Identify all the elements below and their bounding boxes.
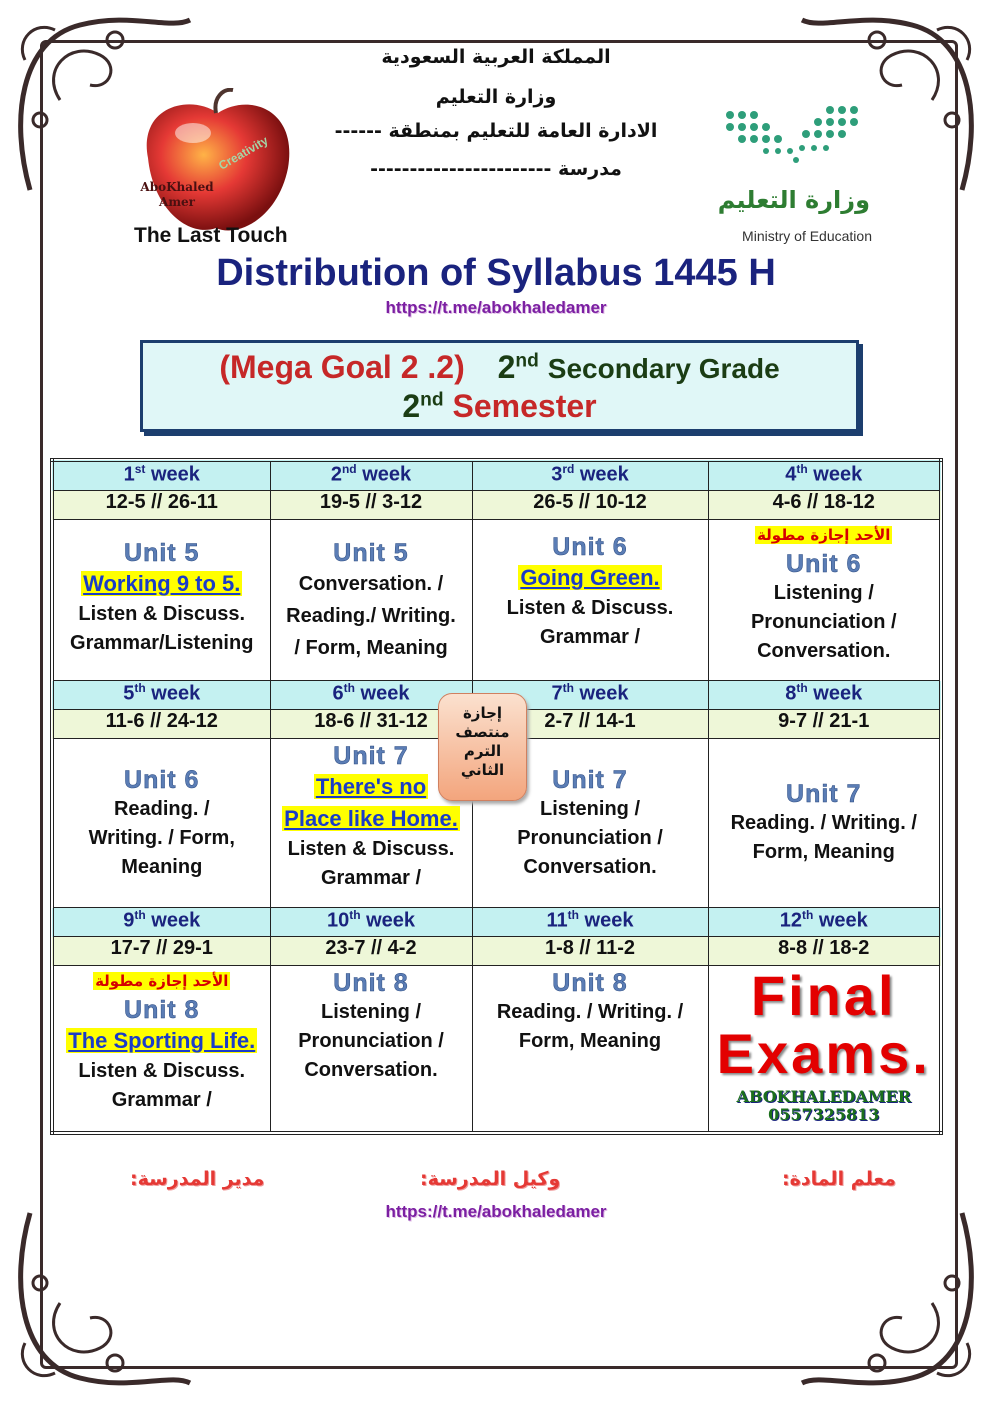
lesson-line: Listen & Discuss.	[287, 838, 455, 860]
lesson-line: Listening /	[540, 798, 640, 820]
semester-sup: nd	[420, 389, 444, 411]
author-logo	[128, 88, 300, 253]
final-exams-line1: Final	[750, 964, 897, 1027]
midterm-line: إجازة	[462, 704, 503, 722]
lesson-line: / Form, Meaning	[294, 637, 448, 659]
logo-name-2: Amer	[159, 195, 195, 209]
holiday-note: الأحد إجازة مطولة	[95, 972, 229, 990]
unit-title: Unit 5	[124, 539, 200, 567]
week-dates: 17-7 // 29-1	[52, 937, 270, 966]
week-dates: 1-8 // 11-2	[472, 937, 708, 966]
page-title: Distribution of Syllabus 1445 H	[216, 252, 776, 294]
week-content	[52, 520, 270, 681]
unit-title: Unit 7	[552, 766, 628, 794]
week-header: 3rd week	[472, 460, 708, 491]
lesson-line: Reading. / Writing. /	[496, 1001, 684, 1023]
lesson-line: Grammar/Listening	[70, 632, 254, 654]
unit-title: Unit 6	[786, 550, 862, 578]
ministry-english-name: Ministry of Education	[742, 228, 872, 244]
lesson-line: Form, Meaning	[518, 1030, 662, 1052]
unit-title: Unit 8	[552, 969, 628, 997]
lesson-line: Meaning	[121, 856, 203, 878]
author-signature: ABOKHALEDAMER	[736, 1087, 912, 1106]
final-exams-line2: Exams.	[716, 1022, 931, 1085]
week-header: 5th week	[52, 681, 270, 710]
week-dates: 9-7 // 21-1	[708, 710, 941, 739]
lesson-line: Pronunciation /	[750, 611, 897, 633]
author-phone: 0557325813	[768, 1105, 880, 1124]
ministry-logo	[717, 100, 872, 250]
week-header: 12th week	[708, 908, 941, 937]
unit-title: Unit 8	[124, 996, 200, 1024]
teacher-signature-label: معلم المادة:	[782, 1168, 896, 1190]
grade-text: Secondary Grade	[547, 353, 780, 384]
unit-title: Unit 7	[333, 742, 409, 770]
logo-name-1: AboKhaled	[140, 180, 214, 194]
lesson-line: Listen & Discuss.	[78, 603, 246, 625]
week-content	[52, 739, 270, 908]
course-banner	[140, 340, 859, 432]
week-content	[52, 966, 270, 1134]
week-dates: 18-6 // 31-12	[270, 710, 472, 739]
week-content	[708, 520, 941, 681]
week-content	[472, 966, 708, 1134]
unit-title: Unit 7	[786, 780, 862, 808]
week-content	[708, 739, 941, 908]
corner-ornament-bottom-left-icon	[0, 1203, 200, 1403]
week-header: 4th week	[708, 460, 941, 491]
lesson-line: Listening /	[321, 1001, 421, 1023]
logo-creativity: Creativity	[216, 133, 271, 173]
unit-title: Unit 8	[333, 969, 409, 997]
grade-sup: nd	[515, 350, 539, 372]
principal-signature-label: مدير المدرسة:	[130, 1168, 265, 1190]
week-header: 2nd week	[270, 460, 472, 491]
unit-topic: Going Green.	[520, 565, 660, 590]
midterm-line: الثاني	[460, 761, 505, 779]
week-header: 11th week	[472, 908, 708, 937]
semester-number: 2	[402, 388, 421, 424]
lesson-line: Conversation.	[523, 856, 657, 878]
grade-number: 2	[497, 349, 516, 385]
holiday-note: الأحد إجازة مطولة	[757, 526, 891, 544]
week-dates: 8-8 // 18-2	[708, 937, 941, 966]
lesson-line: Pronunciation /	[298, 1030, 444, 1052]
week-header: 1st week	[52, 460, 270, 491]
unit-title: Unit 6	[552, 533, 628, 561]
unit-topic: Working 9 to 5.	[83, 571, 241, 596]
week-dates: 11-6 // 24-12	[52, 710, 270, 739]
lesson-line: Grammar /	[111, 1089, 212, 1111]
lesson-line: Grammar /	[539, 626, 641, 648]
lesson-line: Listen & Discuss.	[78, 1060, 246, 1082]
ministry-arabic-name: وزارة التعليم	[717, 186, 870, 214]
lesson-line: Writing. / Form,	[88, 827, 235, 849]
unit-title: Unit 5	[333, 539, 409, 567]
week-dates: 4-6 // 18-12	[708, 491, 941, 520]
unit-topic: There's no	[315, 774, 427, 799]
corner-ornament-bottom-right-icon	[792, 1203, 992, 1403]
header-line-school: مدرسة -----------------------	[370, 158, 622, 180]
unit-topic: The Sporting Life.	[68, 1028, 256, 1053]
week-dates: 12-5 // 26-11	[52, 491, 270, 520]
lesson-line: Conversation.	[757, 640, 891, 662]
week-header: 7th week	[472, 681, 708, 710]
lesson-line: Form, Meaning	[752, 841, 895, 863]
ministry-dots-icon	[720, 100, 870, 170]
lesson-line: Listen & Discuss.	[506, 597, 674, 619]
week-content	[270, 520, 472, 681]
telegram-link[interactable]: https://t.me/abokhaledamer	[385, 298, 607, 317]
week-dates: 2-7 // 14-1	[472, 710, 708, 739]
header-line-ministry: وزارة التعليم	[435, 86, 557, 108]
semester-text: Semester	[452, 388, 597, 424]
lesson-line: Reading./ Writing.	[286, 605, 456, 627]
week-dates: 23-7 // 4-2	[270, 937, 472, 966]
lesson-line: Conversation.	[304, 1059, 438, 1081]
lesson-line: Pronunciation /	[517, 827, 663, 849]
week-content	[472, 520, 708, 681]
lesson-line: Reading. /	[113, 798, 210, 820]
week-header: 6th week	[270, 681, 472, 710]
week-dates: 19-5 // 3-12	[270, 491, 472, 520]
footer-telegram-link[interactable]: https://t.me/abokhaledamer	[385, 1202, 607, 1221]
midterm-holiday-badge	[438, 693, 527, 801]
lesson-line: Listening /	[773, 582, 874, 604]
header-line-administration: الادارة العامة للتعليم بمنطقة ------	[334, 120, 658, 142]
deputy-signature-label: وكيل المدرسة:	[420, 1168, 561, 1190]
midterm-line: الترم	[463, 742, 502, 760]
week-header: 10th week	[270, 908, 472, 937]
header-line-kingdom: المملكة العربية السعودية	[381, 46, 611, 68]
week-dates: 26-5 // 10-12	[472, 491, 708, 520]
logo-tagline: The Last Touch	[134, 224, 288, 247]
lesson-line: Grammar /	[320, 867, 422, 889]
lesson-line: Reading. / Writing. /	[730, 812, 917, 834]
week-header: 9th week	[52, 908, 270, 937]
midterm-line: منتصف	[455, 723, 510, 741]
unit-topic: Place like Home.	[284, 806, 458, 831]
week-content	[270, 966, 472, 1134]
week-header: 8th week	[708, 681, 941, 710]
week-content-final	[708, 966, 941, 1134]
book-name: (Mega Goal 2 .2)	[219, 349, 465, 385]
lesson-line: Conversation. /	[298, 573, 444, 595]
unit-title: Unit 6	[124, 766, 200, 794]
